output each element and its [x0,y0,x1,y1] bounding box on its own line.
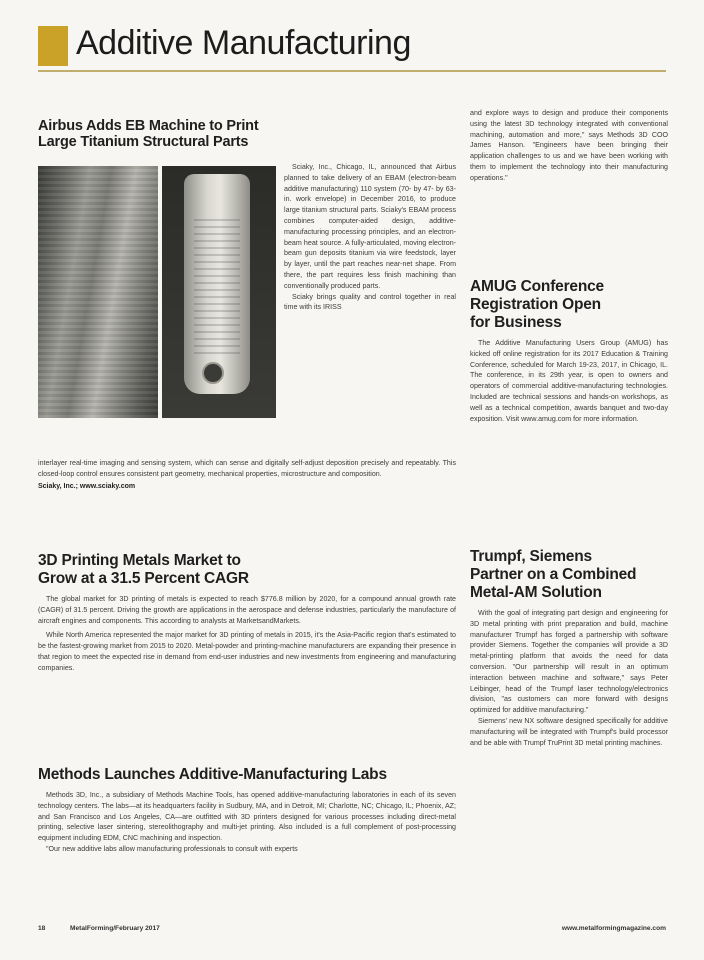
section-accent-bar [38,26,68,66]
article-airbus-side-text: Sciaky, Inc., Chicago, IL, announced that Airbus planned to take delivery of an EBAM (electron-beam additive manufacturing) 110 system (70- by 47- by 63-in. work envelope) in December 2016, to produce large titanium structural parts. Sciaky's EBAM process combines computer-aided design, additive-manufacturing processing principles, and an electron-beam heat source. A fully-articulated, moving electron-beam gun deposits titanium via wire feedstock, layer by layer, until the part reaches near-net shape. From there, the part requires less finish machining than conventionally produced parts. [284,163,456,290]
header-divider [38,70,666,72]
article-trumpf-paragraph-2: Siemens' new NX software designed specifically for additive manufacturing will be integrated with Trumpf's build processor and be able with Trumpf TruPrint 3D metal printing machines. [470,716,668,747]
section-title: Additive Manufacturing [76,24,411,62]
article-airbus-title-line-1: Airbus Adds EB Machine to Print [38,118,259,134]
article-trumpf-title-line-1: Trumpf, Siemens [470,548,592,565]
article-amug-text: The Additive Manufacturing Users Group (AMUG) has kicked off online registration for its 2017 Education & Training Conference, scheduled for March 19-23, 2017, in Chicago, IL. The conference, in its 29th year, is open to owners and operators of commercial additive-manufacturing technologies. Included are technical sessions and hands-on workshops, as well as a technical competition, awards banquet and two-day exposition. Visit www.amug.com for more information. [470,339,668,423]
article-market [38,552,456,674]
footer-publication: MetalForming/February 2017 [70,925,160,932]
article-methods-paragraph-1: Methods 3D, Inc., a subsidiary of Methods Machine Tools, has opened additive-manufacturing laboratories in each of its seven technology centers. The labs—at its headquarters facility in Sudbury, MA, and in Detroit, MI; Charlotte, NC; Chicago, IL; Phoenix, AZ; and San Francisco and Los Angeles, CA—are outfitted with 3D printers designed for various processes including direct-metal printing, selective laser sintering, stereolithography and multi-jet printing. Also included is a full complement of post-processing equipment including EDM, CNC machining and inspection. [38,791,456,843]
article-market-paragraph-2: While North America represented the major market for 3D printing of metals in 2015, it's the Asia-Pacific region that's estimated to be the fastest-growing market from 2015 to 2020. Metal-powder and printing-machine manufacturers are expanding their presence in that region to meet the expected rise in demand from end-user industries and new investments from engineering and manufacturing companies. [38,631,456,672]
article-amug [470,278,668,424]
article-methods-title: Methods Launches Additive-Manufacturing Labs [38,766,387,783]
footer-page-number: 18 [38,925,46,932]
continued-methods-text: and explore ways to design and produce their components using the latest 3D technology integrated with conventional machining, automation and more," says Methods 3D COO James Hanson. "Engineers have been bringing their application challenges to us and we have been working with them to implement the technology into their manufacturing operations." [470,109,668,182]
article-airbus-title-line-2: Large Titanium Structural Parts [38,134,249,150]
continued-methods-quote [470,108,668,184]
titanium-part-shape [184,174,250,394]
article-methods-paragraph-2: "Our new additive labs allow manufacturing professionals to consult with experts [46,844,298,853]
article-trumpf-title-line-3: Metal-AM Solution [470,584,602,601]
article-airbus-source: Sciaky, Inc.; www.sciaky.com [38,482,136,490]
article-amug-title-line-3: for Business [470,314,562,331]
titanium-part-hole [202,362,224,384]
photo-titanium-structural-part [162,166,276,418]
article-trumpf [470,548,668,748]
article-airbus-full-width [38,458,456,492]
article-airbus-side-column [284,162,456,313]
article-market-title-line-2: Grow at a 31.5 Percent CAGR [38,570,249,587]
article-trumpf-title-line-2: Partner on a Combined [470,566,637,583]
article-amug-title-line-1: AMUG Conference [470,278,604,295]
article-trumpf-paragraph-1: With the goal of integrating part design and engineering for 3D metal printing with print preparation and build, machine manufacturer Trumpf has forged a partnership with software provider Siemens. Together the companies will provide a 3D metal-printing platform that avoids the need for data conversion. "Our partnership will result in an optimum interaction between machine and software," says Peter Leibinger, head of the Trumpf laser technology/electronics division, "as customers can more forward with designs optimized for additive manufacturing." [470,609,668,715]
article-methods [38,766,456,855]
photo-titanium-part-closeup [38,166,158,418]
article-amug-title-line-2: Registration Open [470,296,601,313]
footer-website-link[interactable]: www.metalformingmagazine.com [561,925,666,932]
article-market-paragraph-1: The global market for 3D printing of metals is expected to reach $776.8 million by 2020, for a compound annual growth rate (CAGR) of 31.5 percent. Driving the growth are applications in the aerospace and defense industries, particularly the manufacture of aircraft engines and components. This according to analysts at MarketsandMarkets. [38,595,456,625]
article-airbus-full-text: interlayer real-time imaging and sensing system, which can sense and digitally self-adjust deposition precisely and repeatably. This closed-loop control ensures consistent part geometry, mechanical properties, microstructure and composition. [38,459,456,478]
article-market-title-line-1: 3D Printing Metals Market to [38,552,241,569]
article-airbus-heading [38,118,456,150]
article-airbus-side-text-2: Sciaky brings quality and control together in real time with its IRISS [284,292,456,312]
